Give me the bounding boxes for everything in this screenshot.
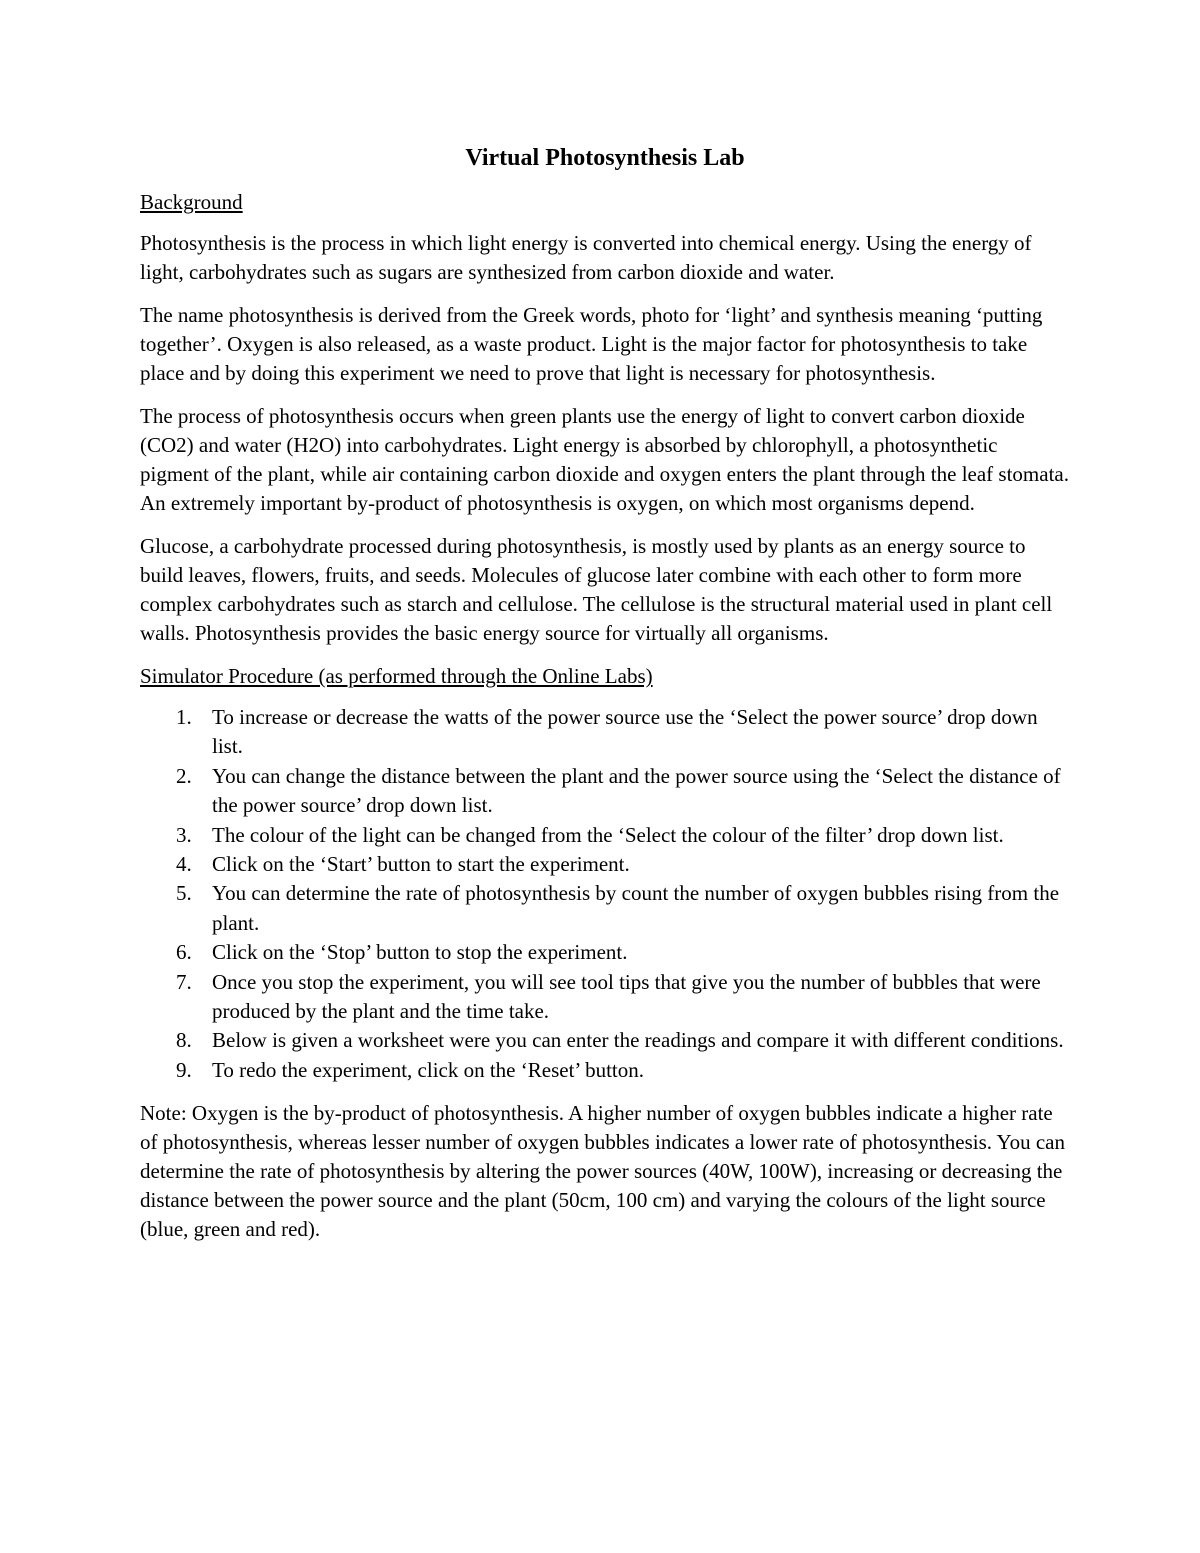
step-number: 1. [176,705,192,729]
procedure-step-3 [140,821,1070,850]
step-text: To redo the experiment, click on the ‘Reset’ button. [212,1057,645,1082]
step-text: Click on the ‘Stop’ button to stop the experiment. [212,940,628,965]
background-paragraph-2: The name photosynthesis is derived from the Greek words, photo for ‘light’ and synthesis meaning ‘putting together’. Oxygen is also released, as a waste product. Light is the major factor for photosynthesis to take place and by doing this experiment we need to prove that light is necessary for photosynthesis. [140,303,1043,385]
procedure-steps-list [140,703,1070,1085]
step-number: 2. [176,763,192,788]
procedure-heading: Simulator Procedure (as performed through the Online Labs) [140,664,653,688]
step-text: Click on the ‘Start’ button to start the experiment. [212,852,630,877]
background-paragraph-1: Photosynthesis is the process in which light energy is converted into chemical energy. Using the energy of light, carbohydrates such as sugars are synthesized from carbon dioxide and water. [140,231,1032,284]
procedure-step-4 [140,850,1070,879]
procedure-step-2 [140,762,1070,821]
procedure-step-6 [140,938,1070,967]
step-text: You can determine the rate of photosynthesis by count the number of oxygen bubbles rising from the plant. [212,881,1060,935]
step-number: 5. [176,881,192,906]
step-number: 8. [176,1028,192,1053]
step-text: You can change the distance between the plant and the power source using the ‘Select the distance of the power source’ drop down list. [212,763,1061,818]
step-text: Once you stop the experiment, you will see tool tips that give you the number of bubbles that were produced by the plant and the time take. [212,969,1041,1024]
procedure-step-7 [140,968,1070,1027]
step-number: 6. [176,940,192,965]
step-number: 3. [176,822,192,847]
document-page [140,138,1070,1258]
document-title: Virtual Photosynthesis Lab [465,145,745,171]
note-paragraph: Note: Oxygen is the by-product of photosynthesis. A higher number of oxygen bubbles indicate a higher rate of photosynthesis, whereas lesser number of oxygen bubbles indicates a lower rate of photosynthesis. You can determine the rate of photosynthesis by altering the power sources (40W, 100W), increasing or decreasing the distance between the power source and the plant (50cm, 100 cm) and varying the colours of the light source (blue, green and red). [140,1101,1065,1242]
step-text: The colour of the light can be changed from the ‘Select the colour of the filter’ drop down list. [212,822,1004,847]
step-text: Below is given a worksheet were you can enter the readings and compare it with different conditions. [212,1028,1064,1053]
background-heading: Background [140,190,243,214]
step-number: 9. [176,1057,192,1082]
procedure-step-5 [140,879,1070,938]
procedure-step-8 [140,1026,1070,1055]
background-paragraph-4: Glucose, a carbohydrate processed during photosynthesis, is mostly used by plants as an energy source to build leaves, flowers, fruits, and seeds. Molecules of glucose later combine with each other to form more complex carbohydrates such as starch and cellulose. The cellulose is the structural material used in plant cell walls. Photosynthesis provides the basic energy source for virtually all organisms. [140,534,1053,645]
step-number: 4. [176,852,192,877]
procedure-step-9 [140,1056,1070,1085]
step-text: To increase or decrease the watts of the power source use the ‘Select the power source’ drop down list. [212,705,1038,759]
background-paragraph-3: The process of photosynthesis occurs when green plants use the energy of light to convert carbon dioxide (CO2) and water (H2O) into carbohydrates. Light energy is absorbed by chlorophyll, a photosynthetic pigment of the plant, while air containing carbon dioxide and oxygen enters the plant through the leaf stomata. An extremely important by-product of photosynthesis is oxygen, on which most organisms depend. [140,404,1069,515]
procedure-step-1 [140,703,1070,762]
step-number: 7. [176,969,192,994]
